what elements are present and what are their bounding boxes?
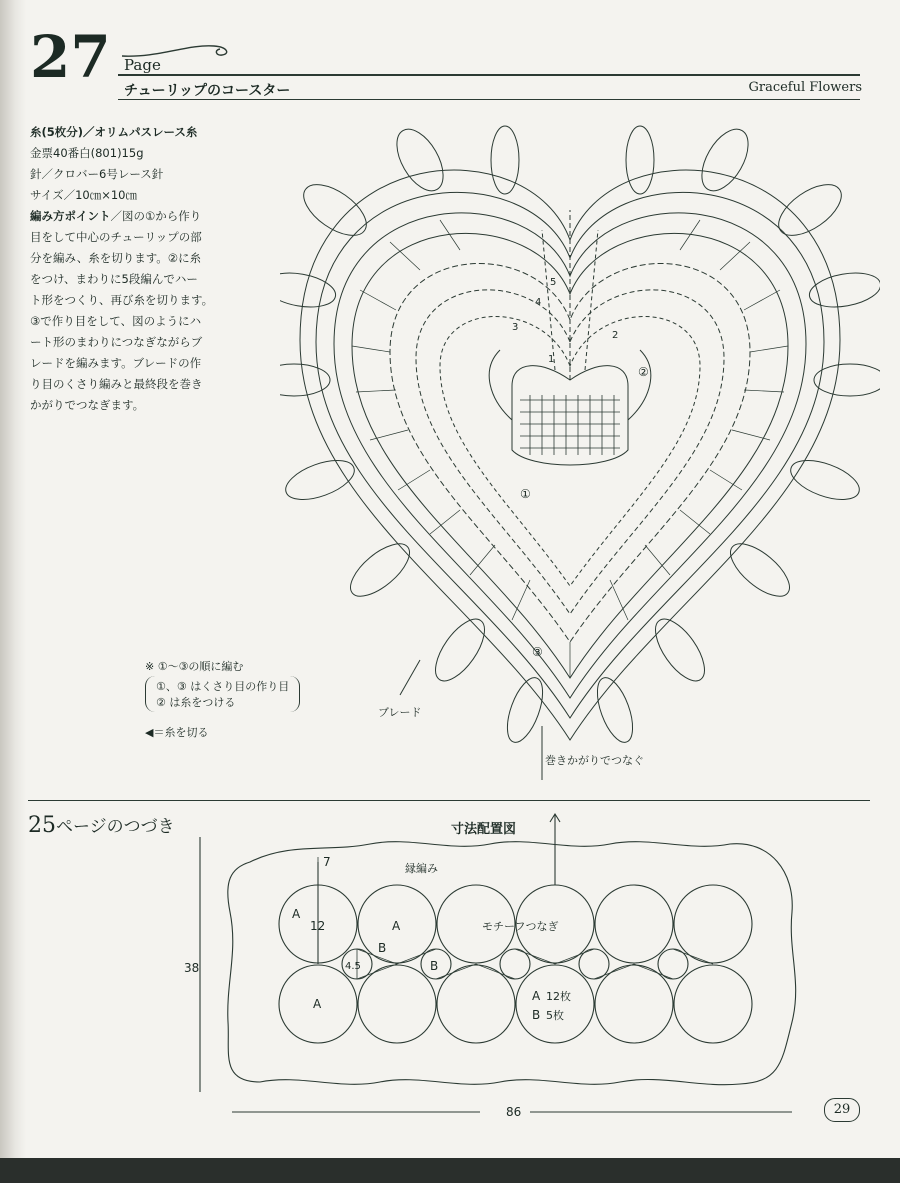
layout-diagram-title: 寸法配置図 <box>451 822 517 837</box>
paren-note <box>145 676 300 712</box>
points-line: 分を編み、糸を切ります。②に糸 <box>30 251 202 265</box>
pattern-number: 27 <box>30 23 111 91</box>
continuation-heading <box>28 812 175 838</box>
paren-line-1: ①、③ はくさり目の作り目 <box>156 680 290 693</box>
book-spine-shadow <box>0 0 26 1183</box>
instructions-block <box>30 122 225 416</box>
points-line: 目をして中心のチューリップの部 <box>30 230 202 244</box>
label-A: A <box>313 997 322 1011</box>
braid-inner-line <box>352 233 788 678</box>
row-label: 3 <box>512 322 519 333</box>
braid-pointer <box>400 660 420 695</box>
label-A: A <box>292 907 301 921</box>
count-A: 12枚 <box>546 990 571 1003</box>
scan-bottom-edge <box>0 1158 900 1183</box>
points-line: ト形をつくり、再び糸を切ります。 <box>30 293 214 307</box>
continuation-title: ページのつづき <box>56 817 175 837</box>
page-word: Page <box>124 56 161 74</box>
dim-86: 86 <box>506 1105 522 1119</box>
braid-line <box>334 213 806 698</box>
page-folio: 29 <box>824 1098 860 1122</box>
join-label: モチーフつなぎ <box>482 920 559 933</box>
braid-label: ブレード <box>378 706 422 719</box>
dim-12: 12 <box>310 919 326 933</box>
heart-round-3 <box>440 317 700 587</box>
row-label: 1 <box>548 354 555 365</box>
points-paragraph <box>30 206 225 416</box>
label-B: B <box>378 941 387 955</box>
dim-45: 4.5 <box>345 961 361 972</box>
heart-crochet-chart <box>280 120 880 800</box>
single-crochet-grid <box>520 395 620 455</box>
legend-B: B <box>532 1008 541 1022</box>
row-label: 5 <box>550 277 557 288</box>
header-rule-top <box>118 74 860 76</box>
count-B: 5枚 <box>546 1009 564 1022</box>
legend-A: A <box>532 989 541 1003</box>
small-motifs <box>342 949 688 979</box>
points-line: ／図の①から作り <box>110 209 202 223</box>
size-line: サイズ／10㎝×10㎝ <box>30 188 137 202</box>
edging-label: 縁編み <box>405 862 438 875</box>
braid-loops <box>280 122 880 747</box>
row-label: 4 <box>535 297 542 308</box>
order-note: ※ ①～③の順に編む <box>145 660 244 673</box>
points-label: 編み方ポイント <box>30 209 111 223</box>
needle-line: 針／クロバー6号レース針 <box>30 167 164 181</box>
points-line: かがりでつなぎます。 <box>30 398 145 412</box>
points-line: り目のくさり編みと最終段を巻き <box>30 377 203 391</box>
start-mark-1: ① <box>520 487 531 501</box>
dim-38: 38 <box>184 961 200 975</box>
yarn-detail: 金票40番白(801)15g <box>30 146 144 160</box>
row-label: 2 <box>612 330 619 341</box>
series-title: Graceful Flowers <box>748 80 862 95</box>
section-divider <box>28 800 870 801</box>
tulip-motif <box>489 210 651 465</box>
start-mark-2: ② <box>638 365 649 379</box>
dim-7: 7 <box>323 855 331 869</box>
layout-diagram <box>180 812 820 1132</box>
cut-note: ◀＝糸を切る <box>145 726 209 739</box>
paren-line-2: ② は糸をつける <box>156 696 236 709</box>
pattern-title: チューリップのコースター <box>124 83 291 99</box>
continuation-number: 25 <box>28 813 56 838</box>
label-A: A <box>392 919 401 933</box>
whip-label: 巻きかがりでつなぐ <box>545 754 644 767</box>
points-line: レードを編みます。ブレードの作 <box>30 356 202 370</box>
points-line: をつけ、まわりに5段編んでハー <box>30 272 198 286</box>
label-B: B <box>430 959 439 973</box>
points-line: ート形のまわりにつなぎながらブ <box>30 335 203 349</box>
yarn-line: 糸(5枚分)／オリムパスレース糸 <box>30 125 198 139</box>
start-mark-3: ③ <box>532 645 543 659</box>
points-line: ③で作り目をして、図のようにハ <box>30 314 202 328</box>
